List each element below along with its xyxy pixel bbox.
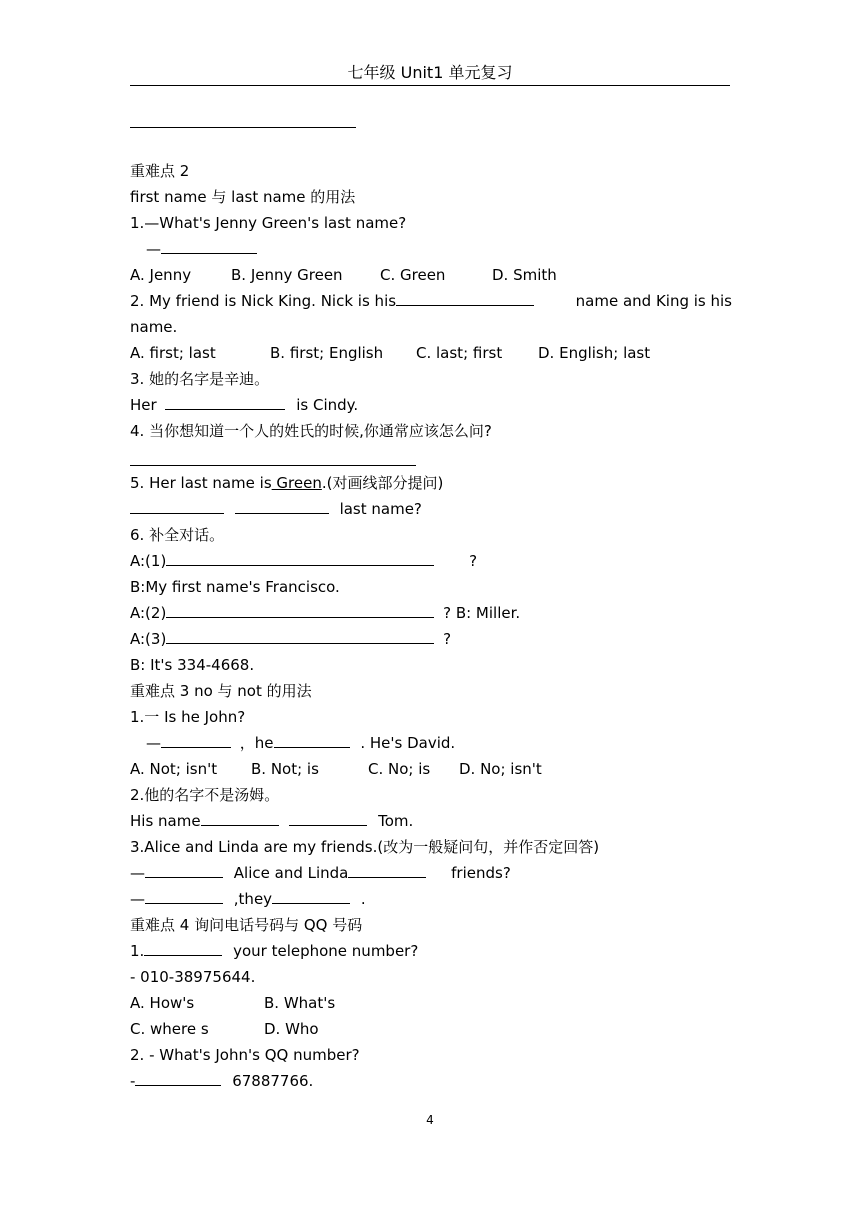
dialogue-b3: B: It's 334-4668. [130, 656, 255, 674]
answer-blank [272, 886, 350, 904]
answer-blank [145, 886, 223, 904]
answer-blank [135, 1068, 221, 1086]
question-4-1-answer: - 010-38975644. [130, 968, 256, 986]
a1-label: A:(1) [130, 552, 167, 570]
q2-pre: His name [130, 812, 201, 830]
dialogue-a3 [130, 626, 451, 652]
answer-blank [144, 938, 222, 956]
q5-pre: 5. Her last name is [130, 474, 272, 492]
dialogue-b1: B:My first name's Francisco. [130, 578, 340, 596]
q3-post: is Cindy. [296, 396, 359, 414]
question-3-3-answer-1 [130, 860, 511, 886]
q5-underlined: Green [271, 474, 322, 492]
option-c: C. No; is [368, 760, 431, 778]
question-2-2-options [130, 340, 730, 366]
question-4-2-stem: 2. - What's John's QQ number? [130, 1046, 360, 1064]
question-4-1-options-row2 [130, 1016, 530, 1042]
question-3-3-answer-2 [130, 886, 366, 912]
answer-blank [289, 808, 367, 826]
question-mark: ? [469, 552, 478, 570]
option-b: B. Not; is [251, 760, 319, 778]
question-mark: ? [443, 630, 452, 648]
dash: — [130, 864, 145, 882]
question-2-3-answer [130, 392, 358, 418]
option-c: C. Green [380, 266, 446, 284]
q2-pre: 2. My friend is Nick King. Nick is his [130, 292, 397, 310]
option-d: D. No; isn't [459, 760, 542, 778]
a2-label: A:(2) [130, 604, 167, 622]
answer-blank [145, 860, 223, 878]
option-b: B. first; English [270, 344, 384, 362]
page-header-title: 七年级 Unit1 单元复习 [347, 63, 513, 82]
question-2-3-stem: 3. 她的名字是辛迪。 [130, 370, 270, 388]
option-a: A. first; last [130, 344, 216, 362]
answer-blank [161, 730, 231, 748]
question-2-5-stem [130, 470, 443, 496]
question-3-2-answer [130, 808, 413, 834]
q5-post: .(对画线部分提问) [321, 474, 444, 492]
answer-blank [165, 392, 285, 410]
answer-blank [274, 730, 350, 748]
option-d: D. Smith [492, 266, 557, 284]
dash: — [146, 240, 161, 258]
a3-label: A:(3) [130, 630, 167, 648]
dash: - [130, 1072, 136, 1090]
answer-blank [161, 236, 257, 254]
q1-post: your telephone number? [233, 942, 419, 960]
question-2-1-answer [146, 236, 257, 262]
q3-mid: Alice and Linda [233, 864, 349, 882]
answer-blank [166, 600, 434, 618]
option-c: C. where s [130, 1020, 209, 1038]
question-4-1-stem [130, 938, 418, 964]
comma: ， [239, 734, 255, 752]
dash: — [130, 890, 145, 908]
question-4-2-answer [130, 1068, 313, 1094]
option-c: C. last; first [416, 344, 503, 362]
dialogue-a2 [130, 600, 520, 626]
question-2-6-stem: 6. 补全对话。 [130, 526, 225, 544]
question-3-3-stem: 3.Alice and Linda are my friends.(改为一般疑问句，并作否定回答) [130, 838, 600, 856]
q3-they: ,they [233, 890, 273, 908]
answer-blank [166, 548, 434, 566]
question-2-2-stem [130, 288, 732, 314]
q1-post: . He's David. [360, 734, 456, 752]
question-2-4-stem: 4. 当你想知道一个人的姓氏的时候,你通常应该怎么问? [130, 422, 492, 440]
q3-end: . [360, 890, 366, 908]
section-topic-2: first name 与 last name 的用法 [130, 188, 356, 206]
q5-ans-post: last name? [339, 500, 422, 518]
answer-line [130, 127, 356, 128]
section-title-3: 重难点 3 no 与 not 的用法 [130, 682, 312, 700]
b2-text: ? B: Miller. [443, 604, 521, 622]
dash: — [146, 734, 161, 752]
he: he [254, 734, 274, 752]
question-2-5-answer [130, 496, 422, 522]
q2-post: 67887766. [232, 1072, 314, 1090]
option-a: A. Jenny [130, 266, 192, 284]
answer-blank [201, 808, 279, 826]
answer-blank [130, 496, 224, 514]
question-4-1-options-row1 [130, 990, 530, 1016]
question-2-1-options [130, 262, 730, 288]
answer-blank [348, 860, 426, 878]
option-a: A. How's [130, 994, 195, 1012]
answer-blank [166, 626, 434, 644]
question-3-1-options [130, 756, 730, 782]
q2-post: name and King is his [575, 292, 732, 310]
q1-pre: 1. [130, 942, 145, 960]
option-d: D. Who [264, 1020, 319, 1038]
q2-post: Tom. [378, 812, 414, 830]
section-title-4: 重难点 4 询问电话号码与 QQ 号码 [130, 916, 363, 934]
header-rule [130, 85, 730, 86]
answer-blank [396, 288, 534, 306]
q3-post: friends? [451, 864, 511, 882]
option-b: B. Jenny Green [231, 266, 343, 284]
question-3-1-answer [146, 730, 455, 756]
option-d: D. English; last [538, 344, 651, 362]
option-b: B. What's [264, 994, 336, 1012]
question-3-1-stem: 1.一 Is he John? [130, 708, 246, 726]
answer-blank [235, 496, 329, 514]
question-3-2-stem: 2.他的名字不是汤姆。 [130, 786, 280, 804]
page-number: 4 [426, 1113, 434, 1127]
dialogue-a1 [130, 548, 477, 574]
section-title-2: 重难点 2 [130, 162, 190, 180]
answer-line [130, 465, 416, 466]
q3-pre: Her [130, 396, 157, 414]
question-2-2-cont: name. [130, 318, 178, 336]
option-a: A. Not; isn't [130, 760, 218, 778]
question-2-1-stem: 1.—What's Jenny Green's last name? [130, 214, 407, 232]
